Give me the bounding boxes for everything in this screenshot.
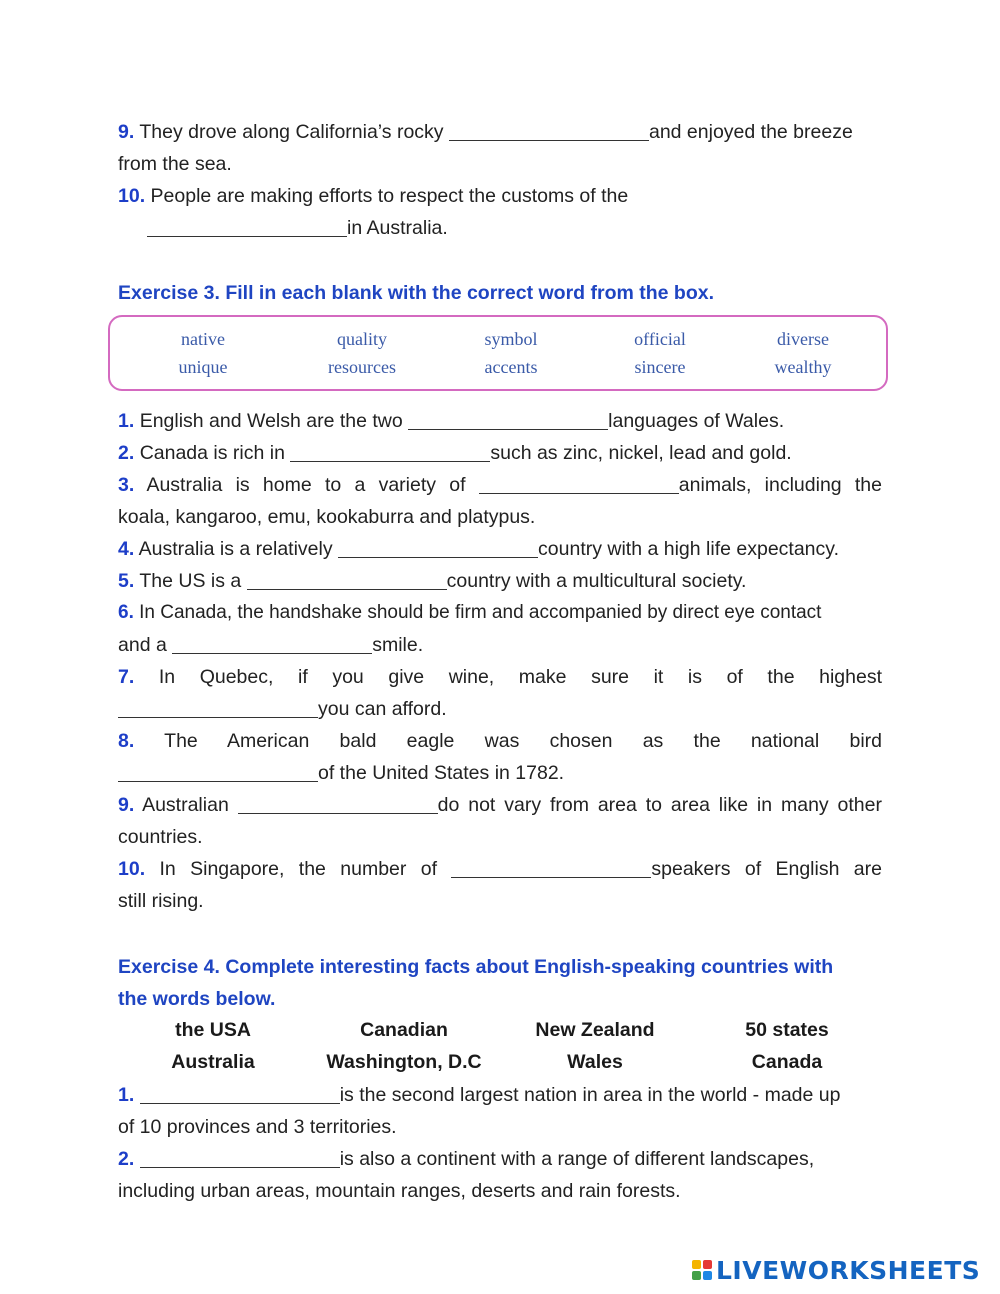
answer-blank[interactable] [238,793,438,814]
fact-word: Wales [567,1051,623,1073]
ex4-q1-line2: of 10 provinces and 3 territories. [118,1116,397,1138]
ex3-q10-line2: still rising. [118,890,204,912]
box-word: wealthy [774,357,832,377]
ex3-q1: 1. English and Welsh are the two languages of Wales. [118,410,785,432]
fact-word: Washington, D.C [326,1051,482,1073]
fact-word: the USA [175,1019,251,1041]
ex3-q10-line1: 10. In Singapore, the number of speakers of English are [118,858,882,880]
logo-text: LIVEWORKSHEETS [716,1255,981,1285]
ex3-q8-line1: 8. The American bald eagle was chosen as the national bird [118,730,882,752]
exercise-4-heading: Exercise 4. Complete interesting facts about English-speaking countries with [118,956,834,978]
answer-blank[interactable] [449,120,649,141]
fact-word: 50 states [745,1019,829,1041]
word-box [108,315,888,391]
box-word: resources [328,357,396,377]
ex3-q7-line1: 7. In Quebec, if you give wine, make sure it is of the highest [118,666,882,688]
ex3-q8-line2: of the United States in 1782. [118,757,882,789]
liveworksheets-logo-icon [692,1260,712,1280]
ex3-q6-line2: and a smile. [118,634,424,656]
ex4-q2-line1: 2. is also a continent with a range of different landscapes, [118,1148,815,1170]
ex3-q9-line1: 9. Australian do not vary from area to area like in many other [118,794,882,816]
exercise-3-heading: Exercise 3. Fill in each blank with the correct word from the box. [118,282,714,304]
answer-blank[interactable] [118,761,318,782]
box-word: native [181,329,225,349]
box-word: quality [337,329,387,349]
ex4-q2-line2: including urban areas, mountain ranges, deserts and rain forests. [118,1180,681,1202]
liveworksheets-logo[interactable] [692,1255,980,1285]
exercise-4-heading-cont: the words below. [118,988,276,1010]
answer-blank[interactable] [479,473,679,494]
box-word: sincere [634,357,686,377]
answer-blank[interactable] [290,441,490,462]
ex3-q2: 2. Canada is rich in such as zinc, nickel, lead and gold. [118,442,792,464]
ex3-q4: 4. Australia is a relatively country with a high life expectancy. [118,538,839,560]
fact-word: New Zealand [535,1019,655,1041]
answer-blank[interactable] [140,1083,340,1104]
answer-blank[interactable] [247,569,447,590]
fact-word: Canadian [360,1019,448,1041]
box-word: unique [178,357,228,377]
ex2-q9-line2: from the sea. [118,153,232,175]
ex4-q1-line1: 1. is the second largest nation in area in the world - made up [118,1084,841,1106]
answer-blank[interactable] [172,633,372,654]
ex3-q5: 5. The US is a country with a multicultural society. [118,570,747,592]
box-word: symbol [484,329,538,349]
ex2-q10-line2: in Australia. [147,212,911,244]
ex2-q10-line1: 10. People are making efforts to respect the customs of the [118,185,629,207]
answer-blank[interactable] [140,1147,340,1168]
answer-blank[interactable] [338,537,538,558]
answer-blank[interactable] [118,697,318,718]
ex3-q3-line2: koala, kangaroo, emu, kookaburra and platypus. [118,506,536,528]
fact-word: Canada [751,1051,823,1073]
box-word: diverse [777,329,829,349]
fact-word: Australia [171,1051,255,1073]
ex3-q9-line2: countries. [118,826,203,848]
box-word: accents [484,357,538,377]
answer-blank[interactable] [451,857,651,878]
box-word: official [634,329,686,349]
ex3-q3-line1: 3. Australia is home to a variety of animals, including the [118,474,883,496]
answer-blank[interactable] [408,409,608,430]
ex3-q6-line1: 6. In Canada, the handshake should be firm and accompanied by direct eye contact [118,602,822,623]
ex3-q7-line2: you can afford. [118,693,882,725]
answer-blank[interactable] [147,216,347,237]
ex2-q9-line1: 9. They drove along California’s rocky and enjoyed the breeze [118,121,853,143]
